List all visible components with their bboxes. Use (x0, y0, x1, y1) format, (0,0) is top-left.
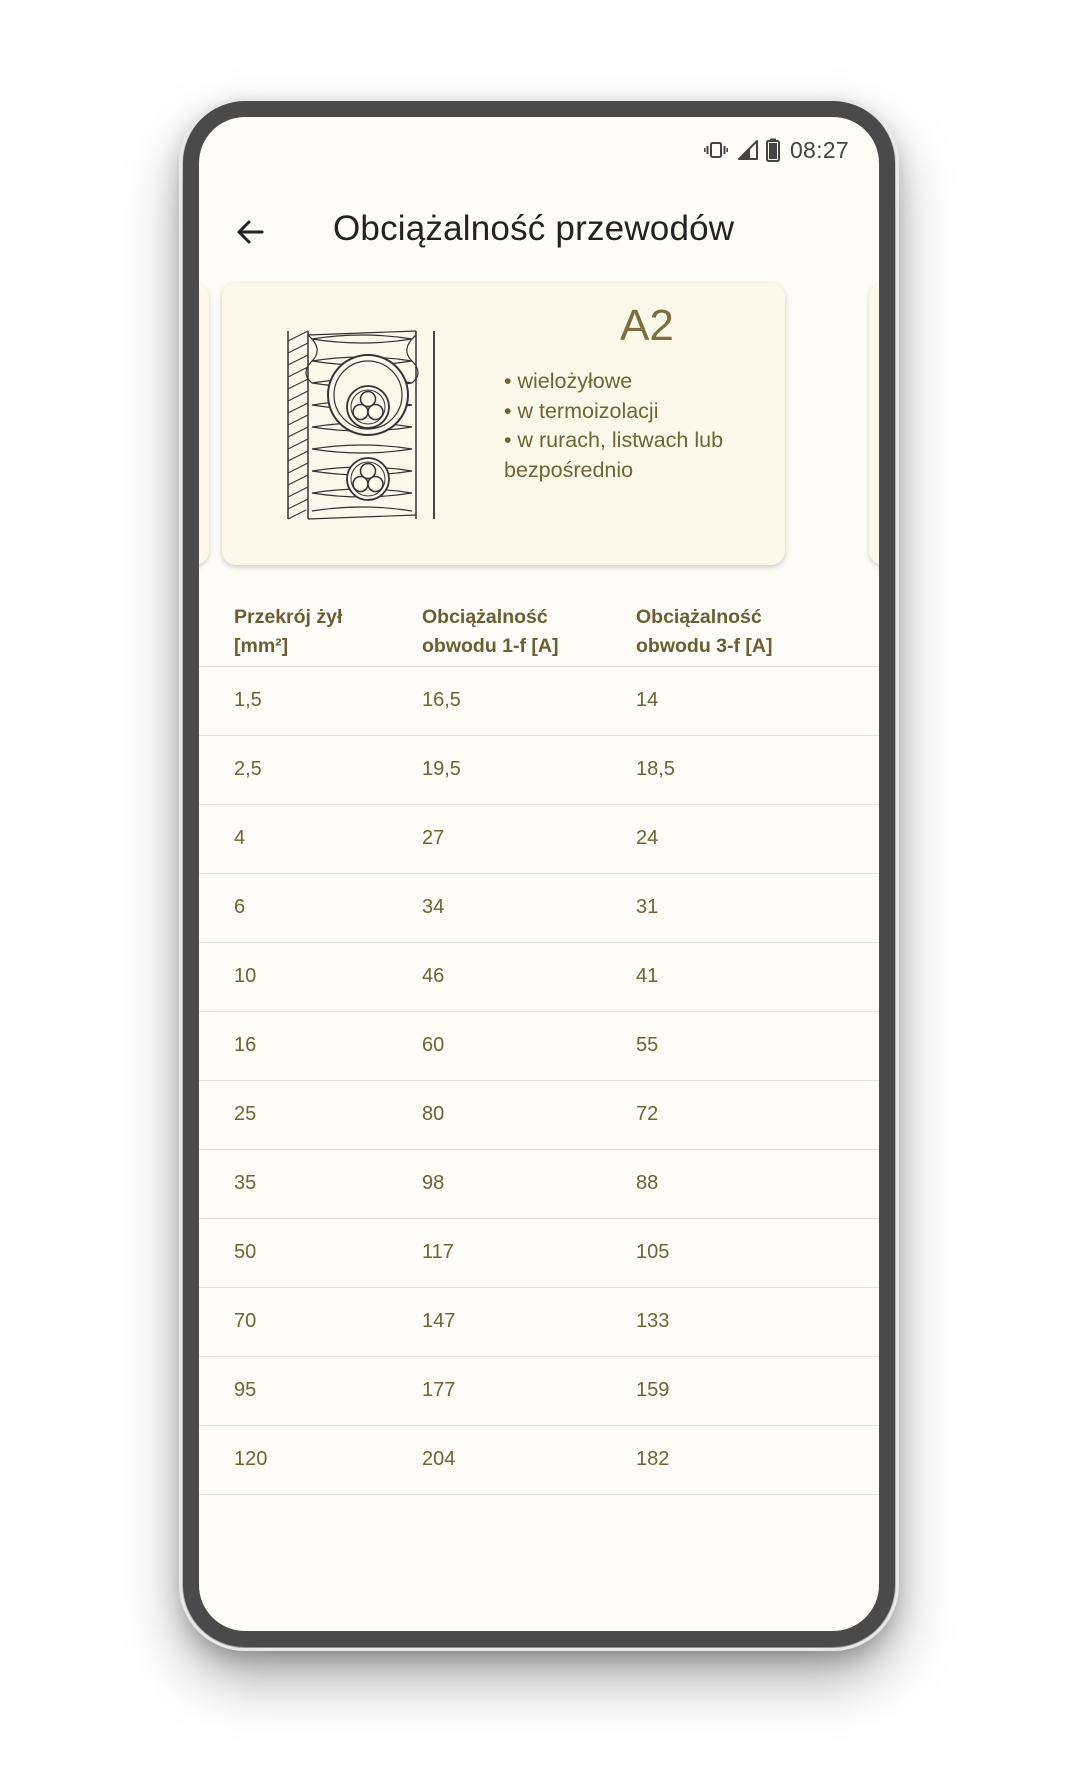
cell-cross-section: 35 (234, 1172, 257, 1194)
battery-icon (766, 138, 780, 162)
phone-frame (183, 101, 895, 1647)
cell-single-phase: 147 (422, 1310, 456, 1332)
status-bar (704, 135, 849, 165)
cell-single-phase: 98 (422, 1172, 445, 1194)
vibrate-icon (704, 140, 728, 160)
cell-cross-section: 95 (234, 1379, 257, 1401)
cell-three-phase: 55 (636, 1034, 659, 1056)
header-cross-section: Przekrój żył [mm²] (234, 606, 343, 657)
phone-screen (199, 117, 879, 1631)
table-row (199, 1012, 879, 1081)
cell-cross-section: 70 (234, 1310, 257, 1332)
table-row (199, 1219, 879, 1288)
installation-type-carousel[interactable] (199, 283, 879, 573)
cell-three-phase: 41 (636, 965, 659, 987)
cell-single-phase: 19,5 (422, 758, 461, 780)
cell-three-phase: 182 (636, 1448, 670, 1470)
ampacity-table (199, 573, 879, 1495)
card-bullet: • w termoizolacji (504, 398, 659, 423)
signal-icon (736, 139, 758, 161)
table-row (199, 943, 879, 1012)
arrow-left-icon (235, 217, 265, 247)
cell-three-phase: 24 (636, 827, 659, 849)
cell-three-phase: 105 (636, 1241, 670, 1263)
table-row (199, 667, 879, 736)
cell-single-phase: 16,5 (422, 689, 461, 711)
cable-in-insulated-wall-icon (284, 325, 448, 525)
cell-single-phase: 117 (422, 1241, 454, 1263)
table-row (199, 1426, 879, 1495)
cell-single-phase: 204 (422, 1448, 456, 1470)
cell-cross-section: 50 (234, 1241, 257, 1263)
cell-cross-section: 6 (234, 896, 246, 918)
page-title: Obciążalność przewodów (333, 209, 735, 248)
cell-single-phase: 80 (422, 1103, 445, 1125)
card-title: A2 (620, 301, 674, 350)
cell-cross-section: 25 (234, 1103, 257, 1125)
table-row (199, 1357, 879, 1426)
cell-three-phase: 72 (636, 1103, 659, 1125)
cell-single-phase: 27 (422, 827, 445, 849)
cell-cross-section: 2,5 (234, 758, 262, 780)
cell-single-phase: 46 (422, 965, 445, 987)
table-row (199, 874, 879, 943)
table-row (199, 1288, 879, 1357)
cell-three-phase: 14 (636, 689, 659, 711)
back-button[interactable] (225, 207, 275, 257)
card-bullet: • w rurach, listwach lub bezpośrednio (504, 428, 724, 482)
cell-three-phase: 159 (636, 1379, 670, 1401)
card-bullet: • wielożyłowe (504, 369, 633, 393)
cell-cross-section: 10 (234, 965, 257, 987)
cell-three-phase: 31 (636, 896, 659, 918)
card-bullet-list (504, 367, 774, 485)
status-time: 08:27 (789, 136, 849, 163)
previous-card-peek[interactable] (199, 283, 209, 565)
table-row (199, 1081, 879, 1150)
table-row (199, 805, 879, 874)
installation-card-a2[interactable] (222, 283, 785, 565)
cell-single-phase: 34 (422, 896, 445, 918)
cell-cross-section: 4 (234, 827, 246, 849)
cell-three-phase: 133 (636, 1310, 670, 1332)
cell-three-phase: 88 (636, 1172, 659, 1194)
cell-cross-section: 16 (234, 1034, 257, 1056)
app-bar (199, 197, 879, 267)
cell-cross-section: 1,5 (234, 689, 262, 711)
table-header (199, 573, 879, 667)
table-row (199, 736, 879, 805)
cell-single-phase: 177 (422, 1379, 456, 1401)
cell-three-phase: 18,5 (636, 758, 675, 780)
next-card-peek[interactable] (869, 283, 879, 565)
header-single-phase: Obciążalność obwodu 1-f [A] (422, 606, 559, 657)
header-three-phase: Obciążalność obwodu 3-f [A] (636, 606, 773, 657)
cell-cross-section: 120 (234, 1448, 268, 1470)
cell-single-phase: 60 (422, 1034, 445, 1056)
table-row (199, 1150, 879, 1219)
